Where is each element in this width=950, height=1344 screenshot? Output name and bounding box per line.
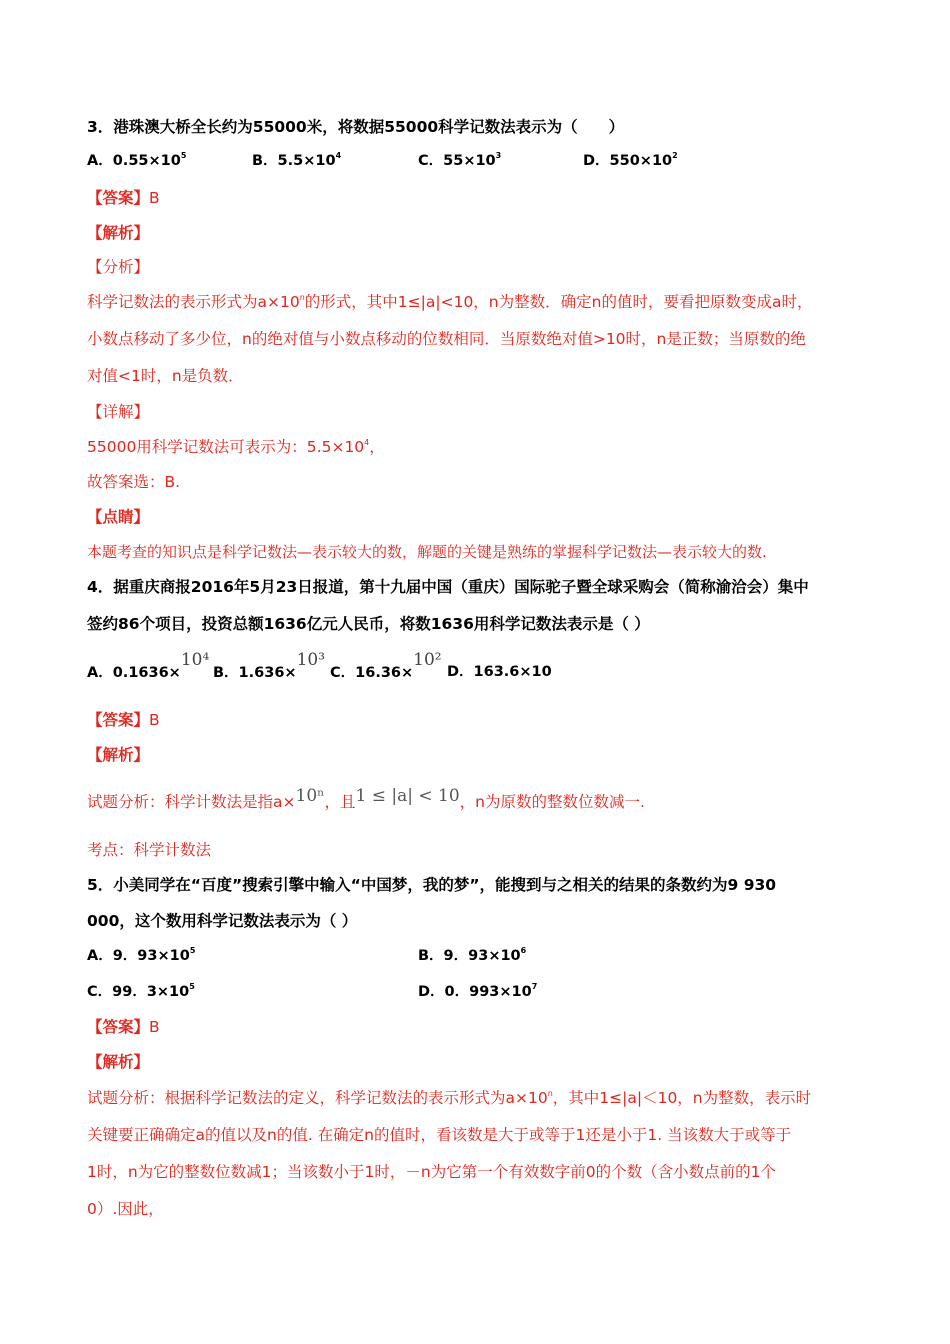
- q5-analysis-1a: 试题分析：根据科学记数法的定义，科学记数法的表示形式为a×10: [87, 1089, 548, 1107]
- q3-option-c-label: C．55×10: [418, 153, 496, 169]
- q4-option-c[interactable]: [330, 650, 442, 683]
- q3-dianjing-tag: 【点睛】: [87, 508, 150, 526]
- q3-jiexi-tag: 【解析】: [87, 224, 150, 242]
- q4-option-d[interactable]: [447, 662, 552, 682]
- q4-analysis-line: [87, 786, 645, 812]
- q3-analysis-1a: 科学记数法的表示形式为a×10: [87, 293, 300, 311]
- q5-answer: [87, 1017, 160, 1037]
- q5-stem-line-2: 000，这个数用科学记数法表示为（ ）: [87, 912, 358, 930]
- q3-detail-1b: ，: [369, 438, 385, 456]
- q3-fenxi-tag: 【分析】: [87, 258, 150, 276]
- q3-option-b[interactable]: [252, 151, 341, 171]
- q4-analysis-power: 10ⁿ: [295, 786, 325, 806]
- q4-stem-line-2: 签约86个项目，投资总额1636亿元人民币，将数1636用科学记数法表示是（ ）: [87, 615, 650, 633]
- q5-analysis-1-exp: n: [547, 1089, 553, 1098]
- q3-detail-1a: 55000用科学记数法可表示为：5.5×10: [87, 438, 365, 456]
- q5-analysis-line-2: 关键要正确确定a的值以及n的值. 在确定n的值时，看该数是大于或等于1还是小于1. 当该数大于或等于: [87, 1126, 792, 1144]
- q3-comment: 本题考查的知识点是科学记数法—表示较大的数，解题的关键是熟练的掌握科学记数法—表示较大的数.: [87, 543, 767, 561]
- q3-option-c[interactable]: [418, 151, 501, 171]
- q4-answer-tag: 【答案】: [87, 711, 150, 729]
- q5-option-b-label: B．9．93×10: [418, 948, 521, 964]
- q5-analysis-1b: ，其中1≤|a|＜10，n为整数，表示时: [552, 1089, 812, 1107]
- q5-analysis-line-3: 1时，n为它的整数位数减1；当该数小于1时，－n为它第一个有效数字前0的个数（含小数点前的1个: [87, 1163, 776, 1181]
- q4-answer: [87, 710, 160, 730]
- q3-option-a-exp: 5: [180, 151, 187, 160]
- q5-option-d-exp: 7: [531, 982, 538, 991]
- q5-option-a-label: A．9．93×10: [87, 948, 190, 964]
- q5-jiexi-tag: 【解析】: [87, 1053, 150, 1071]
- q4-option-b-label: B．1.636×: [213, 665, 297, 681]
- q3-analysis-line-3: 对值<1时，n是负数．: [87, 367, 244, 385]
- q5-option-c-exp: 5: [189, 982, 195, 991]
- q5-option-c[interactable]: [87, 982, 195, 1002]
- q3-analysis-line-2: 小数点移动了多少位，n的绝对值与小数点移动的位数相同．当原数绝对值>10时，n是正数；当原数的绝: [87, 330, 806, 348]
- q3-option-b-label: B．5.5×10: [252, 153, 336, 169]
- q3-option-a[interactable]: [87, 151, 186, 171]
- q3-analysis-1b: 的形式，其中1≤|a|<10，n为整数．确定n的值时，要看把原数变成a时，: [304, 293, 813, 311]
- q5-stem-line-1: 5．小美同学在“百度”搜索引擎中输入“中国梦，我的梦”，能搜到与之相关的结果的条数约为9 930: [87, 876, 777, 894]
- q4-option-a-power: 10⁴: [180, 650, 210, 670]
- q4-analysis-a: 试题分析：科学计数法是指a×: [87, 793, 296, 811]
- q4-jiexi-tag: 【解析】: [87, 746, 150, 764]
- q5-option-b-exp: 6: [520, 946, 527, 955]
- q3-xiangjie-tag: 【详解】: [87, 403, 150, 421]
- q4-option-c-power: 10²: [413, 650, 442, 670]
- q3-detail-1-exp: 4: [364, 438, 370, 447]
- q3-answer-tag: 【答案】: [87, 189, 150, 207]
- q5-option-a[interactable]: [87, 946, 195, 966]
- q5-option-d[interactable]: [418, 982, 537, 1002]
- q5-option-d-label: D．0．993×10: [418, 984, 532, 1000]
- q3-answer-value: B: [149, 189, 160, 207]
- q4-option-c-label: C．16.36×: [330, 665, 414, 681]
- q3-stem: 3．港珠澳大桥全长约为55000米，将数据55000科学记数法表示为（ ）: [87, 118, 625, 136]
- q3-detail-line-2: 故答案选：B.: [87, 473, 181, 491]
- q4-option-a[interactable]: [87, 650, 210, 683]
- q4-analysis-b: ，且: [324, 793, 356, 811]
- q3-option-d-exp: 2: [672, 151, 678, 160]
- q5-analysis-line-4: 0）.因此，: [87, 1200, 164, 1218]
- q3-analysis-1-exp: n: [299, 293, 305, 302]
- q5-answer-value: B: [149, 1018, 160, 1036]
- q5-option-a-exp: 5: [189, 946, 196, 955]
- q4-option-a-label: A．0.1636×: [87, 665, 181, 681]
- q3-option-a-label: A．0.55×10: [87, 153, 181, 169]
- q4-kaodian: 考点：科学计数法: [87, 841, 212, 859]
- q4-stem-line-1: 4．据重庆商报2016年5月23日报道，第十九届中国（重庆）国际驼子暨全球采购会（简称渝洽会）集中: [87, 578, 809, 596]
- q5-option-c-label: C．99．3×10: [87, 984, 190, 1000]
- q4-analysis-c: ，n为原数的整数位数减一.: [459, 793, 645, 811]
- q4-answer-value: B: [149, 711, 160, 729]
- q4-option-b[interactable]: [213, 650, 326, 683]
- q3-option-c-exp: 3: [495, 151, 502, 160]
- q5-analysis-line-1: [87, 1088, 811, 1108]
- q3-option-d-label: D．550×10: [583, 153, 673, 169]
- q5-option-b[interactable]: [418, 946, 526, 966]
- q3-option-b-exp: 4: [335, 151, 342, 160]
- q3-option-d[interactable]: [583, 151, 678, 171]
- q3-detail-line-1: [87, 437, 385, 457]
- q3-answer: [87, 188, 160, 208]
- q3-analysis-line-1: [87, 292, 812, 312]
- q4-option-b-power: 10³: [296, 650, 326, 670]
- q4-option-d-label: D．163.6×10: [447, 664, 552, 680]
- q5-answer-tag: 【答案】: [87, 1018, 150, 1036]
- q4-analysis-inequality: 1 ≤ |a| < 10: [355, 786, 460, 806]
